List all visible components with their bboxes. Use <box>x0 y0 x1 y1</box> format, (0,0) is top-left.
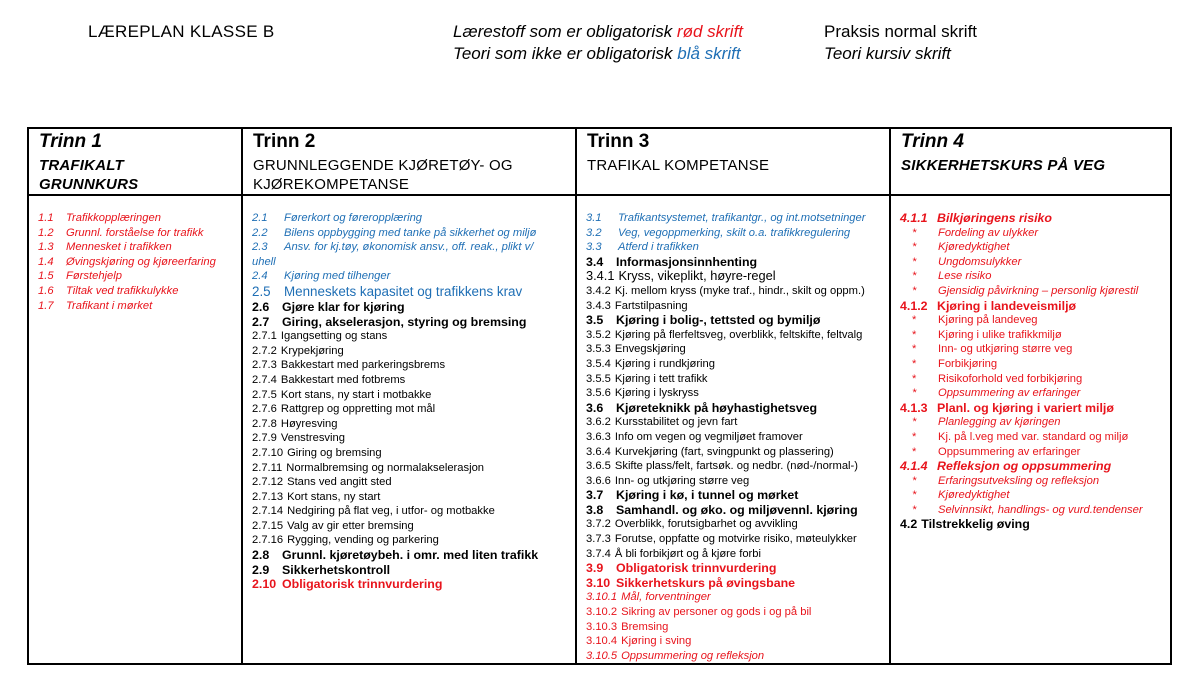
item-number: 3.5.3 <box>586 343 611 356</box>
curriculum-item <box>900 226 1164 241</box>
curriculum-item <box>252 315 569 330</box>
curriculum-item <box>900 342 1164 357</box>
item-text: Kjøring i bolig-, tettsted og bymiljø <box>616 313 821 328</box>
item-number: * <box>912 357 917 370</box>
item-number: 2.4 <box>252 270 268 283</box>
curriculum-item <box>900 445 1164 460</box>
item-number: 2.5 <box>252 283 271 299</box>
item-text: Mennesket i trafikken <box>66 241 172 254</box>
item-number: 3.7.4 <box>586 547 611 560</box>
page-title: LÆREPLAN KLASSE B <box>88 22 275 41</box>
item-text: Erfaringsutveksling og refleksjon <box>938 474 1100 487</box>
column-header-trinn-3 <box>576 128 890 195</box>
item-text: Nedgiring på flat veg, i utfor- og motbakke <box>287 505 495 518</box>
curriculum-item <box>252 255 569 270</box>
curriculum-item <box>252 475 569 490</box>
curriculum-item <box>586 474 883 489</box>
curriculum-item <box>900 488 1164 503</box>
item-number: 3.10 <box>586 575 611 590</box>
item-text: Igangsetting og stans <box>280 330 388 343</box>
item-number: 2.10 <box>252 577 277 592</box>
curriculum-item <box>586 240 883 255</box>
item-number: 4.2 <box>900 517 918 532</box>
item-text: Trafikkopplæringen <box>66 212 161 224</box>
item-number: 3.5.4 <box>586 357 611 370</box>
item-number: 2.7.9 <box>252 432 277 445</box>
column-body-trinn-3 <box>576 195 890 664</box>
item-number: 3.4.3 <box>586 299 611 312</box>
item-number: 2.7.16 <box>252 534 284 547</box>
item-text: Venstresving <box>280 432 345 445</box>
item-number: 3.6.2 <box>586 416 611 429</box>
style-legend <box>824 21 977 65</box>
item-text: Kjøring i kø, i tunnel og mørket <box>616 488 799 503</box>
item-text: Kjøring i landeveismiljø <box>937 298 1077 313</box>
curriculum-item <box>252 329 569 344</box>
item-text: Kjøredyktighet <box>938 489 1010 502</box>
curriculum-item <box>252 211 569 226</box>
item-text: Bilkjøringens risiko <box>937 211 1052 225</box>
item-text: Inn- og utkjøring større veg <box>614 474 750 487</box>
item-number: 3.2 <box>586 226 602 239</box>
curriculum-item <box>586 255 883 270</box>
curriculum-item <box>252 402 569 417</box>
item-text: Selvinnsikt, handlings- og vurd.tendenser <box>938 503 1143 516</box>
item-number: 1.5 <box>38 270 54 283</box>
item-text: Ansv. for kj.tøy, økonomisk ansv., off. reak., plikt v/ <box>284 241 534 254</box>
item-number: 3.10.5 <box>586 649 618 662</box>
curriculum-item <box>586 459 883 474</box>
curriculum-item <box>586 634 883 649</box>
item-text: Kj. mellom kryss (myke traf., hindr., skilt og oppm.) <box>614 284 865 297</box>
item-number: 3.1 <box>586 212 602 224</box>
curriculum-item <box>900 299 1164 314</box>
item-number: 3.5.2 <box>586 328 611 341</box>
item-text: Normalbremsing og normalakselerasjon <box>286 461 485 474</box>
item-number: 3.6.3 <box>586 430 611 443</box>
item-text: Kort stans, ny start i motbakke <box>280 388 432 401</box>
item-number: 2.7.8 <box>252 417 277 430</box>
item-number: 3.3 <box>586 241 602 254</box>
item-text: Kryss, vikeplikt, høyre-regel <box>618 268 776 284</box>
curriculum-item <box>586 211 883 226</box>
item-text: Kj. på l.veg med var. standard og miljø <box>938 430 1129 443</box>
curriculum-item <box>252 548 569 563</box>
item-text: Mål, forventninger <box>621 591 711 604</box>
item-text: Bremsing <box>621 620 669 633</box>
item-number: 2.7.15 <box>252 519 284 532</box>
curriculum-item <box>586 605 883 620</box>
item-number: * <box>912 328 917 341</box>
curriculum-item <box>252 519 569 534</box>
curriculum-item <box>586 226 883 241</box>
item-text: Øvingskjøring og kjøreerfaring <box>66 255 216 268</box>
item-number: 2.1 <box>252 212 268 224</box>
item-text: Høyresving <box>280 417 338 430</box>
column-header-trinn-1 <box>28 128 242 195</box>
item-text: Planlegging av kjøringen <box>938 416 1061 429</box>
legend-blue-label: blå skrift <box>677 44 741 63</box>
curriculum-item <box>900 474 1164 489</box>
item-number: 3.4 <box>586 254 604 269</box>
item-text: Rygging, vending og parkering <box>287 534 439 547</box>
curriculum-item <box>586 590 883 605</box>
curriculum-item <box>252 226 569 241</box>
curriculum-item <box>900 401 1164 416</box>
legend-mandatory-text: Lærestoff som er obligatorisk <box>453 22 677 41</box>
item-text: Kjøredyktighet <box>938 241 1010 254</box>
curriculum-item <box>252 431 569 446</box>
item-text: Rattgrep og oppretting mot mål <box>280 403 436 416</box>
curriculum-item <box>252 388 569 403</box>
item-text: Info om vegen og vegmiljøet framover <box>614 430 803 443</box>
curriculum-item <box>252 373 569 388</box>
item-number: 2.7.11 <box>252 461 283 474</box>
item-text: Risikoforhold ved forbikjøring <box>938 372 1083 385</box>
curriculum-item <box>900 211 1164 226</box>
item-text: Å bli forbikjørt og å kjøre forbi <box>614 547 761 560</box>
curriculum-item <box>586 328 883 343</box>
item-text: Skifte plass/felt, fartsøk. og nedbr. (nød-/normal-) <box>614 460 858 473</box>
curriculum-item <box>586 445 883 460</box>
item-text: Forutse, oppfatte og motvirke risiko, møteulykker <box>614 533 857 546</box>
item-text: Trafikantsystemet, trafikantgr., og int.motsetninger <box>618 212 866 224</box>
item-text: Oppsummering og refleksjon <box>621 649 765 662</box>
curriculum-item <box>586 299 883 314</box>
item-text: Refleksjon og oppsummering <box>937 459 1112 474</box>
item-text: Kjøring på flerfeltsveg, overblikk, feltskifte, feltvalg <box>614 328 863 341</box>
item-text: Veg, vegoppmerking, skilt o.a. trafikkregulering <box>618 226 851 239</box>
curriculum-item <box>900 357 1164 372</box>
curriculum-item <box>252 417 569 432</box>
item-text: Kort stans, ny start <box>287 490 381 503</box>
item-number: 1.1 <box>38 212 54 224</box>
item-number: 2.7.4 <box>252 373 277 386</box>
item-text: Bakkestart med parkeringsbrems <box>280 359 446 372</box>
item-text: Planl. og kjøring i variert miljø <box>937 400 1114 415</box>
item-number: 3.6 <box>586 400 604 415</box>
item-number: * <box>912 372 917 385</box>
item-number: 3.7 <box>586 488 604 503</box>
curriculum-item <box>900 372 1164 387</box>
item-number: 2.7.12 <box>252 476 284 489</box>
curriculum-item <box>252 240 569 255</box>
trinn-title: Trinn 2 <box>253 131 316 152</box>
curriculum-item <box>38 226 235 241</box>
item-number: * <box>912 489 917 502</box>
curriculum-item <box>586 386 883 401</box>
curriculum-item <box>900 255 1164 270</box>
item-number: 2.6 <box>252 299 270 314</box>
curriculum-item <box>586 532 883 547</box>
item-number: * <box>912 255 917 268</box>
curriculum-item <box>586 357 883 372</box>
curriculum-item <box>252 358 569 373</box>
column-body-trinn-4 <box>890 195 1171 664</box>
item-number: 3.6.4 <box>586 445 611 458</box>
item-text: Forbikjøring <box>938 357 998 370</box>
item-number: 1.3 <box>38 241 54 254</box>
trinn-title: Trinn 4 <box>901 131 964 152</box>
item-number: * <box>912 343 917 356</box>
curriculum-item <box>586 372 883 387</box>
item-text: Førstehjelp <box>66 270 122 283</box>
item-text: Grunnl. forståelse for trafikk <box>66 226 204 239</box>
curriculum-item <box>38 240 235 255</box>
item-number: 3.5 <box>586 313 604 328</box>
column-header-trinn-4 <box>890 128 1171 195</box>
curriculum-item <box>900 284 1164 299</box>
item-text: Fartstilpasning <box>614 299 688 312</box>
item-text: Kjøreteknikk på høyhastighetsveg <box>616 400 818 415</box>
legend-red-label: rød skrift <box>676 22 744 41</box>
item-number: 3.6.6 <box>586 474 611 487</box>
legend-theory: Teori kursiv skrift <box>824 44 951 63</box>
item-text: Valg av gir etter bremsing <box>287 519 414 532</box>
item-number: * <box>912 241 917 254</box>
curriculum-table <box>27 127 1172 665</box>
item-number: * <box>912 445 917 458</box>
item-number: 3.10.1 <box>586 591 618 604</box>
curriculum-item <box>586 503 883 518</box>
item-number: 4.1.3 <box>900 400 928 415</box>
item-number: 2.7.13 <box>252 490 284 503</box>
trinn-subtitle: GRUNNLEGGENDE KJØRETØY- OG KJØREKOMPETANSE <box>253 157 513 193</box>
trinn-subtitle: TRAFIKALT GRUNNKURS <box>39 157 139 193</box>
item-number: * <box>912 474 917 487</box>
curriculum-item <box>900 328 1164 343</box>
item-number: * <box>912 416 917 429</box>
item-number: 2.7.3 <box>252 359 277 372</box>
curriculum-item <box>252 344 569 359</box>
curriculum-item <box>252 490 569 505</box>
item-number: 3.10.4 <box>586 635 618 648</box>
item-text: Atferd i trafikken <box>618 241 699 254</box>
curriculum-item <box>586 430 883 445</box>
item-number: 2.7 <box>252 314 270 329</box>
item-text: Sikring av personer og gods i og på bil <box>621 606 812 619</box>
item-number: 3.7.2 <box>586 518 611 531</box>
color-legend <box>453 21 743 65</box>
item-number: 3.6.5 <box>586 460 611 473</box>
item-text: Tiltak ved trafikkulykke <box>66 284 179 297</box>
item-number: 1.6 <box>38 284 54 297</box>
legend-practice: Praksis normal skrift <box>824 22 978 41</box>
curriculum-item <box>900 430 1164 445</box>
item-text: Samhandl. og øko. og miljøvennl. kjøring <box>616 502 858 517</box>
curriculum-item <box>252 284 569 300</box>
item-number: * <box>912 226 917 239</box>
item-text: Sikkerhetskurs på øvingsbane <box>616 575 796 590</box>
curriculum-item <box>586 576 883 591</box>
item-text: Kjøring i tett trafikk <box>614 372 708 385</box>
legend-optional-text: Teori som ikke er obligatorisk <box>453 44 678 63</box>
curriculum-item <box>586 415 883 430</box>
trinn-title: Trinn 3 <box>587 131 650 152</box>
curriculum-item <box>586 649 883 664</box>
table-header-row <box>28 128 1171 195</box>
curriculum-item <box>38 284 235 299</box>
item-number: * <box>912 284 917 297</box>
curriculum-item <box>252 446 569 461</box>
curriculum-item <box>586 547 883 562</box>
curriculum-item <box>900 517 1164 532</box>
item-number: 4.1.4 <box>900 459 928 474</box>
item-text: Kursstabilitet og jevn fart <box>614 416 738 429</box>
curriculum-item <box>586 620 883 635</box>
curriculum-item <box>586 313 883 328</box>
curriculum-item <box>586 269 883 284</box>
curriculum-item <box>252 563 569 578</box>
curriculum-item <box>586 561 883 576</box>
item-number: 2.3 <box>252 241 268 254</box>
item-number: 4.1.1 <box>900 211 928 225</box>
item-number: 2.7.14 <box>252 505 284 518</box>
item-text: Kjøring i ulike trafikkmiljø <box>938 328 1062 341</box>
item-text: Kjøring i lyskryss <box>614 387 699 400</box>
item-text: Trafikant i mørket <box>66 299 153 312</box>
curriculum-item <box>586 401 883 416</box>
curriculum-item <box>252 533 569 548</box>
item-number: 3.7.3 <box>586 533 611 546</box>
item-text: Fordeling av ulykker <box>938 226 1039 239</box>
item-text: Menneskets kapasitet og trafikkens krav <box>284 283 523 299</box>
item-number: * <box>912 314 917 327</box>
item-number: 3.8 <box>586 502 604 517</box>
trinn-subtitle: SIKKERHETSKURS PÅ VEG <box>901 157 1106 174</box>
item-number: * <box>912 270 917 283</box>
item-number: 2.7.1 <box>252 330 277 343</box>
item-text: Sikkerhetskontroll <box>282 562 391 577</box>
column-header-trinn-2 <box>242 128 576 195</box>
column-body-trinn-2 <box>242 195 576 664</box>
table-body-row <box>28 195 1171 664</box>
curriculum-item <box>900 269 1164 284</box>
item-text: Grunnl. kjøretøybeh. i omr. med liten trafikk <box>282 548 539 563</box>
curriculum-item <box>252 504 569 519</box>
item-text: Obligatorisk trinnvurdering <box>616 561 777 576</box>
curriculum-item <box>586 488 883 503</box>
item-number: 2.7.5 <box>252 388 277 401</box>
item-number: 2.2 <box>252 226 268 239</box>
item-text: Bakkestart med fotbrems <box>280 373 406 386</box>
item-text: Førerkort og føreropplæring <box>284 212 423 224</box>
curriculum-item <box>252 577 569 592</box>
item-text: Lese risiko <box>938 270 992 283</box>
item-text: Giring, akselerasjon, styring og bremsing <box>282 314 527 329</box>
item-text: Oppsummering av erfaringer <box>938 445 1081 458</box>
item-text: Tilstrekkelig øving <box>921 517 1030 532</box>
trinn-title: Trinn 1 <box>39 131 102 152</box>
item-number: 2.9 <box>252 562 270 577</box>
item-text: uhell <box>252 255 276 268</box>
item-text: Kjøring i sving <box>621 635 692 648</box>
curriculum-item <box>252 269 569 284</box>
item-text: Oppsummering av erfaringer <box>938 387 1081 400</box>
item-number: 3.10.2 <box>586 606 618 619</box>
item-text: Informasjonsinnhenting <box>616 254 758 269</box>
curriculum-item <box>252 300 569 315</box>
item-text: Krypekjøring <box>280 344 344 357</box>
item-number: 3.5.6 <box>586 387 611 400</box>
curriculum-item <box>586 342 883 357</box>
item-text: Ungdomsulykker <box>938 255 1022 268</box>
curriculum-item <box>586 517 883 532</box>
curriculum-item <box>38 211 235 226</box>
item-text: Envegskjøring <box>614 343 686 356</box>
item-number: 3.5.5 <box>586 372 611 385</box>
curriculum-item <box>252 461 569 476</box>
item-text: Obligatorisk trinnvurdering <box>282 577 443 592</box>
curriculum-item <box>900 240 1164 255</box>
item-text: Bilens oppbygging med tanke på sikkerhet og miljø <box>284 226 537 239</box>
item-number: 1.2 <box>38 226 54 239</box>
item-text: Kjøring i rundkjøring <box>614 357 715 370</box>
item-text: Inn- og utkjøring større veg <box>938 343 1073 356</box>
curriculum-item <box>900 503 1164 518</box>
item-text: Gjensidig påvirkning – personlig kjørestil <box>938 284 1139 297</box>
item-number: 2.7.2 <box>252 344 277 357</box>
curriculum-item <box>900 386 1164 401</box>
item-number: 2.7.6 <box>252 403 277 416</box>
item-number: 3.4.1 <box>586 268 615 284</box>
item-number: 1.7 <box>38 299 54 312</box>
item-number: 3.4.2 <box>586 284 611 297</box>
item-number: 3.9 <box>586 561 604 576</box>
item-text: Kurvekjøring (fart, svingpunkt og plassering) <box>614 445 834 458</box>
item-text: Kjøring på landeveg <box>938 314 1038 327</box>
curriculum-item <box>900 415 1164 430</box>
item-text: Giring og bremsing <box>287 446 382 459</box>
curriculum-item <box>900 459 1164 474</box>
item-text: Kjøring med tilhenger <box>284 270 391 283</box>
item-text: Stans ved angitt sted <box>287 476 392 489</box>
curriculum-item <box>586 284 883 299</box>
curriculum-item <box>900 313 1164 328</box>
curriculum-item <box>38 269 235 284</box>
item-text: Overblikk, forutsigbarhet og avvikling <box>614 518 798 531</box>
column-body-trinn-1 <box>28 195 242 664</box>
trinn-subtitle: TRAFIKAL KOMPETANSE <box>587 157 770 174</box>
item-number: 1.4 <box>38 255 54 268</box>
item-number: 3.10.3 <box>586 620 618 633</box>
curriculum-item <box>38 299 235 314</box>
item-number: * <box>912 387 917 400</box>
item-number: 2.8 <box>252 548 270 563</box>
item-number: 2.7.10 <box>252 446 284 459</box>
item-text: Gjøre klar for kjøring <box>282 299 405 314</box>
item-number: * <box>912 503 917 516</box>
item-number: 4.1.2 <box>900 298 928 313</box>
item-number: * <box>912 430 917 443</box>
curriculum-item <box>38 255 235 270</box>
